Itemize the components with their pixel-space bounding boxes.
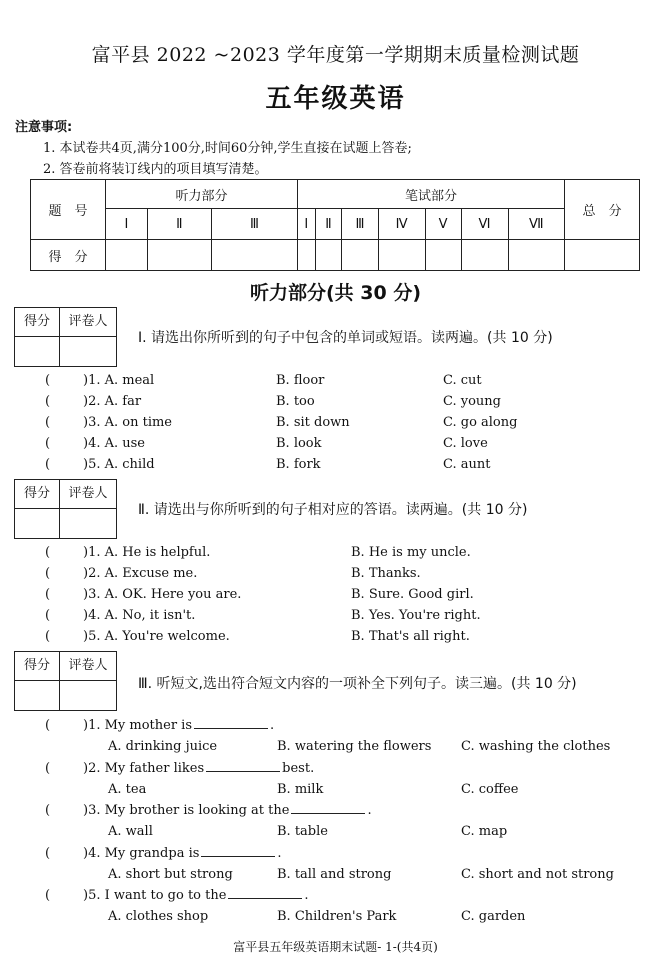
question-option-b: B. watering the flowers bbox=[277, 739, 432, 754]
writing-col: Ⅶ bbox=[508, 209, 564, 240]
score-cell[interactable] bbox=[211, 240, 297, 271]
question-stem bbox=[83, 803, 372, 818]
answer-paren[interactable]: ( bbox=[45, 587, 51, 602]
question-stem bbox=[83, 718, 274, 733]
question-option-b: B. too bbox=[276, 394, 315, 409]
exam-title: 富平县 2022 ~2023 学年度第一学期期末质量检测试题 bbox=[91, 44, 580, 66]
listening-col: Ⅱ bbox=[147, 209, 211, 240]
question-option-a: )1. A. meal bbox=[83, 373, 155, 388]
page-footer: 富平县五年级英语期末试题- 1-(共4页) bbox=[233, 940, 438, 954]
question-option-c: C. garden bbox=[461, 909, 526, 924]
answer-paren[interactable]: ( bbox=[45, 608, 51, 623]
writing-col: Ⅵ bbox=[461, 209, 508, 240]
score-cell[interactable] bbox=[147, 240, 211, 271]
grader-name-label: 评卷人 bbox=[60, 480, 116, 509]
answer-paren[interactable]: ( bbox=[45, 457, 51, 472]
question-number-label: 题 号 bbox=[31, 180, 106, 240]
grader-box bbox=[14, 479, 117, 539]
score-cell[interactable] bbox=[342, 240, 378, 271]
question-stem bbox=[83, 888, 309, 903]
stem-text: )3. My brother is looking at the bbox=[83, 803, 290, 818]
question-option-a: )5. A. You're welcome. bbox=[83, 629, 230, 644]
question-stem bbox=[83, 846, 282, 861]
question-option-b: B. That's all right. bbox=[351, 629, 470, 644]
answer-paren[interactable]: ( bbox=[45, 545, 51, 560]
listening-col: Ⅰ bbox=[106, 209, 148, 240]
answer-paren[interactable]: ( bbox=[45, 394, 51, 409]
question-option-b: B. table bbox=[277, 824, 328, 839]
answer-paren[interactable]: ( bbox=[45, 415, 51, 430]
stem-text-end: best. bbox=[282, 761, 315, 776]
question-option-a: A. clothes shop bbox=[108, 909, 209, 924]
answer-blank[interactable] bbox=[228, 897, 302, 899]
question-option-a: )3. A. on time bbox=[83, 415, 172, 430]
question-option-c: C. cut bbox=[443, 373, 482, 388]
answer-blank[interactable] bbox=[206, 770, 280, 772]
grader-score-label: 得分 bbox=[15, 652, 60, 681]
score-table bbox=[30, 179, 640, 271]
answer-paren[interactable]: ( bbox=[45, 718, 51, 733]
answer-paren[interactable]: ( bbox=[45, 436, 51, 451]
grader-box bbox=[14, 307, 117, 367]
question-option-c: C. coffee bbox=[461, 782, 519, 797]
writing-col: Ⅰ bbox=[298, 209, 316, 240]
stem-text-end: . bbox=[367, 803, 372, 818]
answer-paren[interactable]: ( bbox=[45, 761, 51, 776]
total-label: 总 分 bbox=[565, 180, 640, 240]
score-cell[interactable] bbox=[425, 240, 461, 271]
exam-subtitle: 五年级英语 bbox=[265, 84, 406, 114]
writing-col: Ⅲ bbox=[342, 209, 378, 240]
score-cell[interactable] bbox=[461, 240, 508, 271]
question-option-a: )5. A. child bbox=[83, 457, 155, 472]
stem-text: )4. My grandpa is bbox=[83, 846, 200, 861]
question-option-b: B. Thanks. bbox=[351, 566, 421, 581]
question-option-a: )2. A. far bbox=[83, 394, 142, 409]
listening-section-heading: 听力部分(共 30 分) bbox=[249, 282, 422, 304]
question-option-c: C. love bbox=[443, 436, 488, 451]
notice-item: 2. 答卷前将装订线内的项目填写清楚。 bbox=[43, 162, 268, 177]
score-cell[interactable] bbox=[315, 240, 342, 271]
answer-blank[interactable] bbox=[201, 855, 275, 857]
question-option-c: C. short and not strong bbox=[461, 867, 614, 882]
question-option-b: B. Yes. You're right. bbox=[351, 608, 481, 623]
question-option-a: A. drinking juice bbox=[108, 739, 218, 754]
stem-text: )1. My mother is bbox=[83, 718, 193, 733]
writing-col: Ⅴ bbox=[425, 209, 461, 240]
answer-paren[interactable]: ( bbox=[45, 803, 51, 818]
stem-text-end: . bbox=[270, 718, 275, 733]
stem-text-end: . bbox=[277, 846, 282, 861]
stem-text: )2. My father likes bbox=[83, 761, 205, 776]
notice-item: 1. 本试卷共4页,满分100分,时间60分钟,学生直接在试题上答卷; bbox=[43, 141, 412, 156]
grader-name-label: 评卷人 bbox=[60, 652, 116, 681]
writing-col: Ⅳ bbox=[378, 209, 425, 240]
writing-part-label: 笔试部分 bbox=[298, 180, 565, 209]
question-option-a: A. wall bbox=[108, 824, 153, 839]
question-option-a: )4. A. No, it isn't. bbox=[83, 608, 196, 623]
question-option-b: B. sit down bbox=[276, 415, 350, 430]
total-score-cell[interactable] bbox=[565, 240, 640, 271]
grader-score-label: 得分 bbox=[15, 308, 60, 337]
part1-instruction: Ⅰ. 请选出你所听到的句子中包含的单词或短语。读两遍。(共 10 分) bbox=[138, 330, 553, 346]
question-option-b: B. look bbox=[276, 436, 322, 451]
question-option-c: C. washing the clothes bbox=[461, 739, 611, 754]
question-option-c: C. go along bbox=[443, 415, 518, 430]
notice-heading: 注意事项: bbox=[15, 120, 73, 135]
score-cell[interactable] bbox=[378, 240, 425, 271]
answer-blank[interactable] bbox=[194, 727, 268, 729]
score-cell[interactable] bbox=[106, 240, 148, 271]
score-row-label: 得 分 bbox=[31, 240, 106, 271]
question-option-b: B. Children's Park bbox=[277, 909, 397, 924]
question-option-b: B. tall and strong bbox=[277, 867, 392, 882]
question-option-b: B. milk bbox=[277, 782, 324, 797]
question-option-a: )4. A. use bbox=[83, 436, 145, 451]
answer-paren[interactable]: ( bbox=[45, 629, 51, 644]
part2-instruction: Ⅱ. 请选出与你所听到的句子相对应的答语。读两遍。(共 10 分) bbox=[138, 502, 528, 518]
question-option-a: )2. A. Excuse me. bbox=[83, 566, 198, 581]
question-option-b: B. Sure. Good girl. bbox=[351, 587, 474, 602]
question-option-a: )1. A. He is helpful. bbox=[83, 545, 211, 560]
question-option-b: B. fork bbox=[276, 457, 321, 472]
question-option-a: )3. A. OK. Here you are. bbox=[83, 587, 242, 602]
question-option-c: C. map bbox=[461, 824, 508, 839]
listening-part-label: 听力部分 bbox=[106, 180, 298, 209]
question-stem bbox=[83, 761, 314, 776]
answer-paren[interactable]: ( bbox=[45, 846, 51, 861]
question-option-c: C. young bbox=[443, 394, 501, 409]
listening-col: Ⅲ bbox=[211, 209, 297, 240]
question-option-c: C. aunt bbox=[443, 457, 491, 472]
question-option-b: B. floor bbox=[276, 373, 325, 388]
part3-instruction: Ⅲ. 听短文,选出符合短文内容的一项补全下列句子。读三遍。(共 10 分) bbox=[138, 676, 577, 692]
answer-paren[interactable]: ( bbox=[45, 373, 51, 388]
stem-text-end: . bbox=[304, 888, 309, 903]
answer-paren[interactable]: ( bbox=[45, 566, 51, 581]
score-cell[interactable] bbox=[508, 240, 564, 271]
answer-blank[interactable] bbox=[291, 812, 365, 814]
question-option-a: A. tea bbox=[108, 782, 147, 797]
question-option-a: A. short but strong bbox=[108, 867, 233, 882]
grader-score-label: 得分 bbox=[15, 480, 60, 509]
grader-box bbox=[14, 651, 117, 711]
writing-col: Ⅱ bbox=[315, 209, 342, 240]
grader-name-label: 评卷人 bbox=[60, 308, 116, 337]
score-cell[interactable] bbox=[298, 240, 316, 271]
stem-text: )5. I want to go to the bbox=[83, 888, 227, 903]
answer-paren[interactable]: ( bbox=[45, 888, 51, 903]
question-option-b: B. He is my uncle. bbox=[351, 545, 471, 560]
